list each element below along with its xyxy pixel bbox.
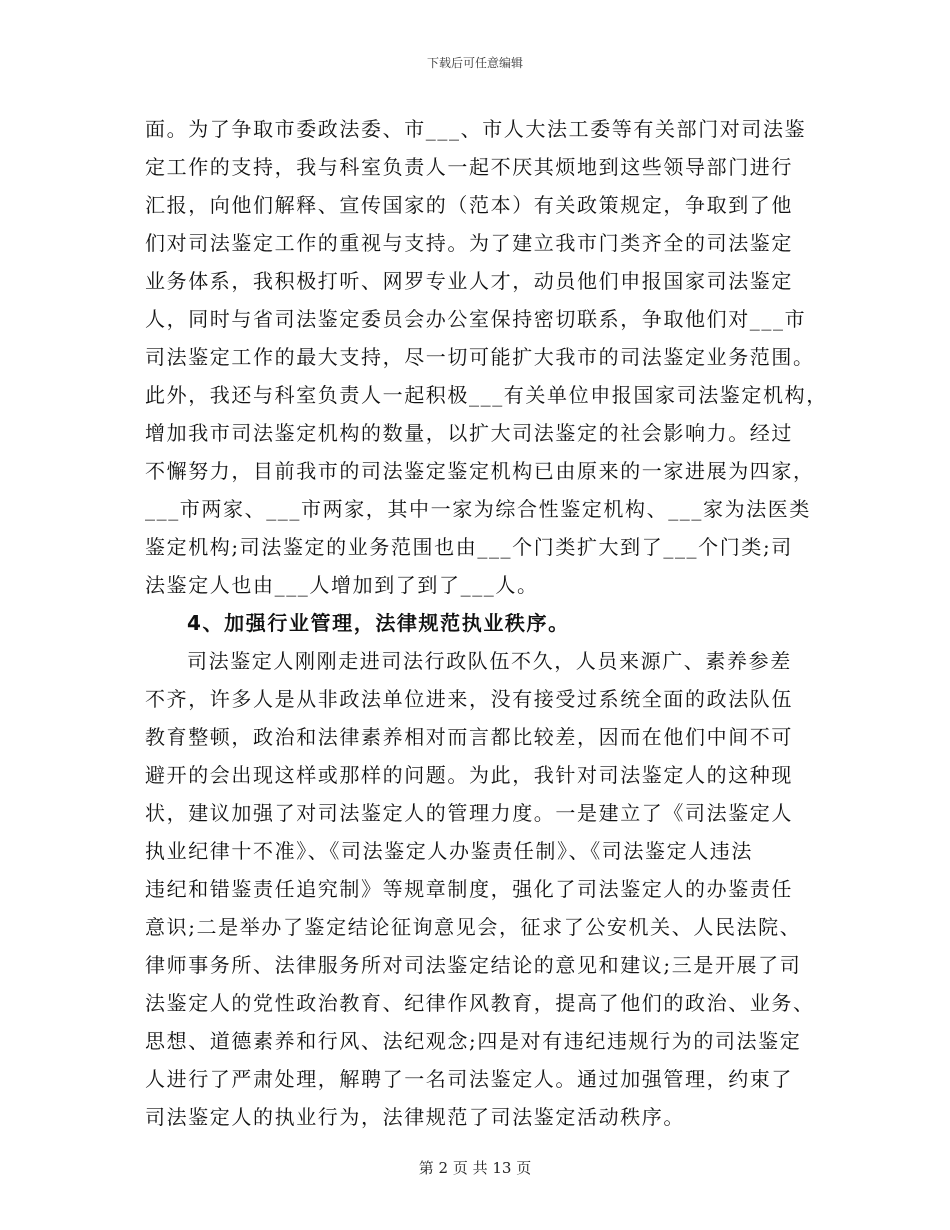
body-line: 不懈努力，目前我市的司法鉴定鉴定机构已由原来的一家进展为四家， <box>145 459 815 483</box>
section-line: 司法鉴定人刚刚走进司法行政队伍不久，人员来源广、素养参差 <box>187 649 792 673</box>
section-line: 教育整顿，政治和法律素养相对而言都比较差，因而在他们中间不可 <box>145 725 793 749</box>
section-line: 司法鉴定人的执业行为，法律规范了司法鉴定活动秩序。 <box>145 1105 685 1129</box>
page-footer: 第 2 页 共 13 页 <box>418 1159 532 1177</box>
body-line: 人，同时与省司法鉴定委员会办公室保持密切联系，争取他们对___市 <box>145 307 807 331</box>
section-line: 意识;二是举办了鉴定结论征询意见会，征求了公安机关、人民法院、 <box>145 915 802 939</box>
body-line: 业务体系，我积极打听、网罗专业人才，动员他们申报国家司法鉴定 <box>145 269 793 293</box>
section-line: 避开的会出现这样或那样的问题。为此，我针对司法鉴定人的这种现 <box>145 763 793 787</box>
body-line: 汇报，向他们解释、宣传国家的（范本）有关政策规定，争取到了他 <box>145 193 793 217</box>
body-line: 司法鉴定工作的最大支持，尽一切可能扩大我市的司法鉴定业务范围。 <box>145 345 815 369</box>
section-line: 状，建议加强了对司法鉴定人的管理力度。一是建立了《司法鉴定人 <box>145 801 793 825</box>
document-body <box>145 110 828 1136</box>
body-line: 鉴定机构;司法鉴定的业务范围也由___个门类扩大到了___个门类;司 <box>145 535 793 559</box>
section-line: 违纪和错鉴责任追究制》等规章制度，强化了司法鉴定人的办鉴责任 <box>145 877 793 901</box>
body-line: 们对司法鉴定工作的重视与支持。为了建立我市门类齐全的司法鉴定 <box>145 231 793 255</box>
section-line: 思想、道德素养和行风、法纪观念;四是对有违纪违规行为的司法鉴定 <box>145 1029 802 1053</box>
body-line: ___市两家、___市两家，其中一家为综合性鉴定机构、___家为法医类 <box>145 497 811 521</box>
page-header: 下载后可任意编辑 <box>426 56 523 70</box>
body-line: 法鉴定人也由___人增加到了到了___人。 <box>145 573 539 597</box>
section-line: 执业纪律十不准》、《司法鉴定人办鉴责任制》、《司法鉴定人违法 <box>145 839 753 863</box>
section-line: 律师事务所、法律服务所对司法鉴定结论的意见和建议;三是开展了司 <box>145 953 802 977</box>
section-line: 人进行了严肃处理，解聘了一名司法鉴定人。通过加强管理，约束了 <box>145 1067 793 1091</box>
section-line: 不齐，许多人是从非政法单位进来，没有接受过系统全面的政法队伍 <box>145 687 793 711</box>
section-line: 法鉴定人的党性政治教育、纪律作风教育，提高了他们的政治、业务、 <box>145 991 815 1015</box>
section-heading: 4、加强行业管理，法律规范执业秩序。 <box>187 611 570 635</box>
body-line: 定工作的支持，我与科室负责人一起不厌其烦地到这些领导部门进行 <box>145 155 793 179</box>
body-line: 增加我市司法鉴定机构的数量，以扩大司法鉴定的社会影响力。经过 <box>145 421 793 445</box>
body-line: 此外，我还与科室负责人一起积极___有关单位申报国家司法鉴定机构， <box>145 383 828 407</box>
body-line: 面。为了争取市委政法委、市___、市人大法工委等有关部门对司法鉴 <box>145 117 807 141</box>
